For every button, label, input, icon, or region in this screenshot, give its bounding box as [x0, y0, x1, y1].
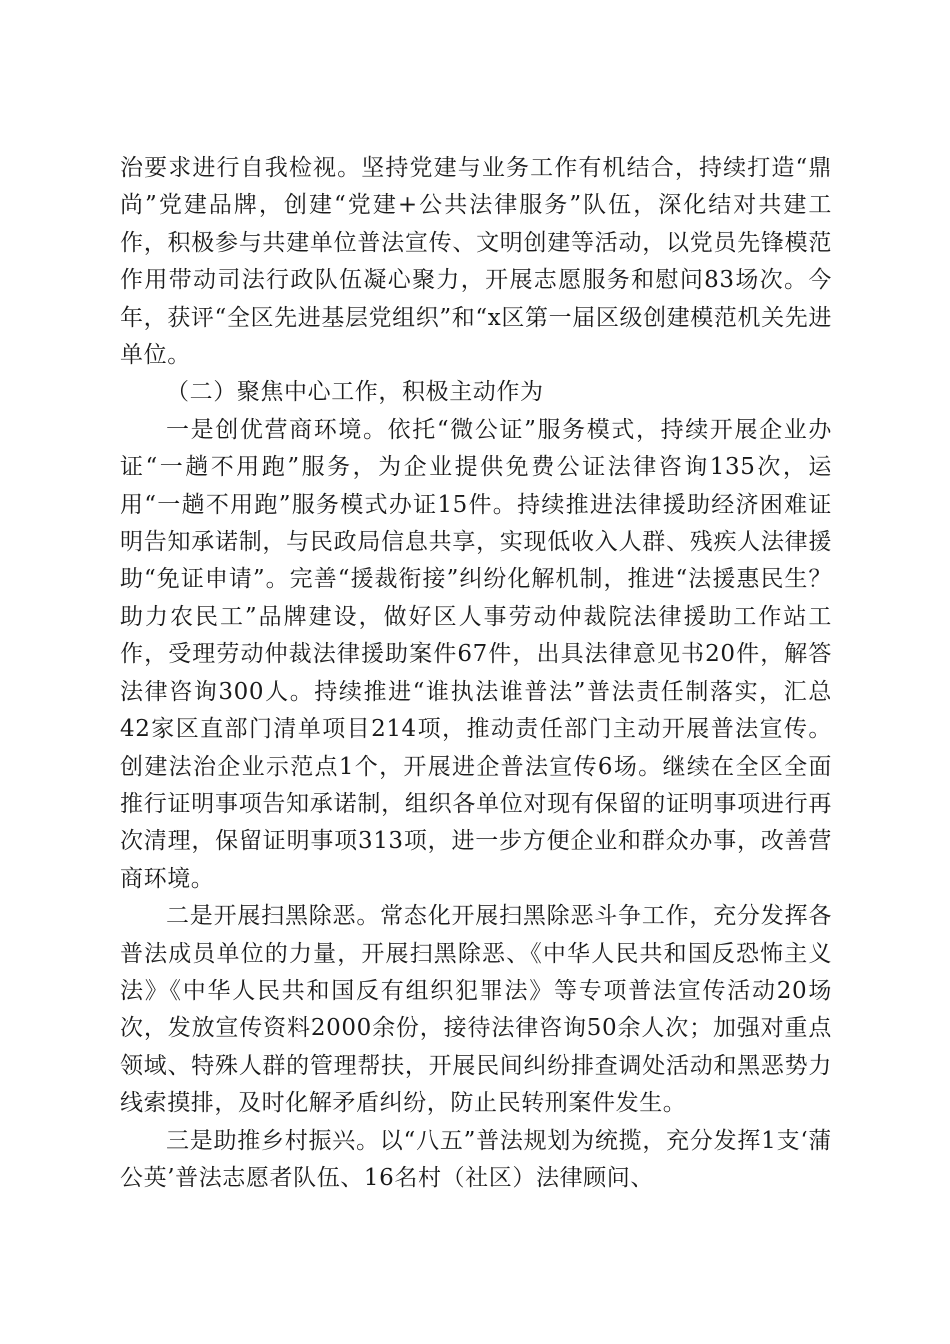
paragraph-rural-revitalization: 三是助推乡村振兴。以“八五”普法规划为统揽，充分发挥1支‘蒲公英’普法志愿者队伍、16名村（社区）法律顾问、	[120, 1127, 832, 1191]
paragraph-anti-crime: 二是开展扫黑除恶。常态化开展扫黑除恶斗争工作，充分发挥各普法成员单位的力量，开展扫黑除恶、《中华人民共和国反恐怖主义法》《中华人民共和国反有组织犯罪法》等专项普法宣传活动20场次，发放宣传资料2000余份，接待法律咨询50余人次；加强对重点领域、特殊人群的管理帮扶，开展民间纠纷排查调处活动和黑恶势力线索摸排，及时化解矛盾纠纷，防止民转刑案件发生。	[120, 903, 832, 1117]
section-heading-central-work: （二）聚焦中心工作，积极主动作为	[166, 379, 544, 406]
paragraph-business-environment: 一是创优营商环境。依托“微公证”服务模式，持续开展企业办证“一趟不用跑”服务，为企业提供免费公证法律咨询135次，运用“一趟不用跑”服务模式办证15件。持续推进法律援助经济困难证明告知承诺制，与民政局信息共享，实现低收入人群、残疾人法律援助“免证申请”。完善“援裁衔接”纠纷化解机制，推进“法援惠民生？助力农民工”品牌建设，做好区人事劳动仲裁院法律援助工作站工作，受理劳动仲裁法律援助案件67件，出具法律意见书20件，解答法律咨询300人。持续推进“谁执法谁普法”普法责任制落实，汇总42家区直部门清单项目214项，推动责任部门主动开展普法宣传。创建法治企业示范点1个，开展进企普法宣传6场。继续在全区全面推行证明事项告知承诺制，组织各单位对现有保留的证明事项进行再次清理，保留证明事项313项，进一步方便企业和群众办事，改善营商环境。	[120, 416, 832, 892]
document-body	[120, 150, 832, 1197]
paragraph-party-building: 治要求进行自我检视。坚持党建与业务工作有机结合，持续打造“鼎尚”党建品牌，创建“党建+公共法律服务”队伍，深化结对共建工作，积极参与共建单位普法宣传、文明创建等活动，以党员先锋模范作用带动司法行政队伍凝心聚力，开展志愿服务和慰问83场次。今年，获评“全区先进基层党组织”和“x区第一届区级创建模范机关先进单位。	[120, 155, 832, 369]
